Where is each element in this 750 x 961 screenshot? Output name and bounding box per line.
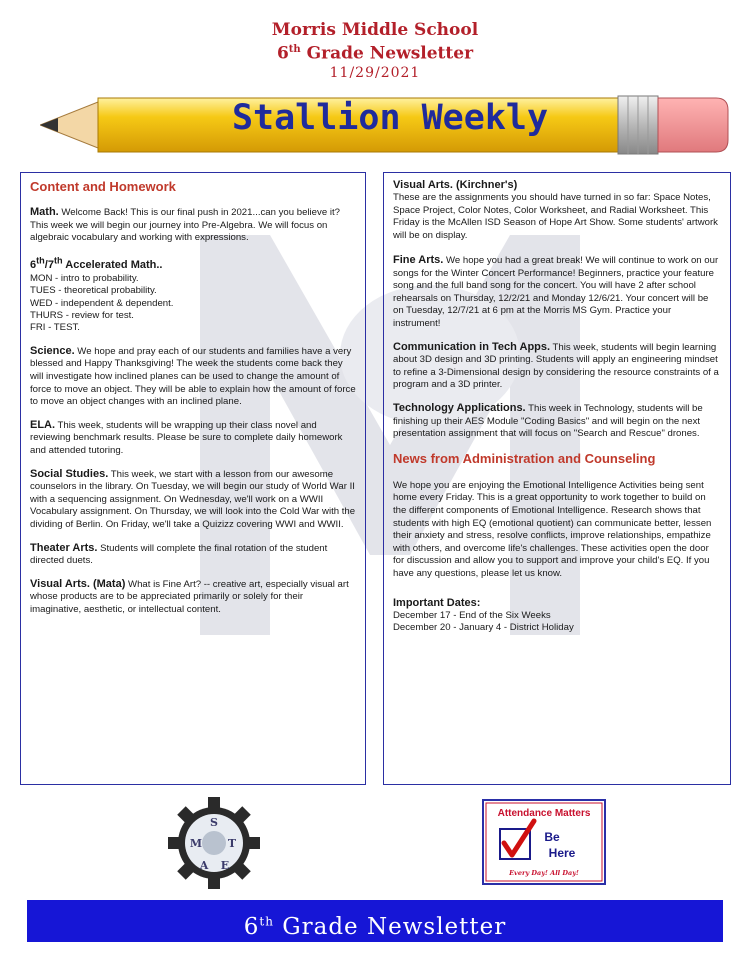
science-entry [30, 345, 356, 409]
accel-line: FRI - TEST. [30, 322, 80, 334]
math-text: Welcome Back! This is our final push in 2021...can you believe it? This week we will begin our journey into Pre-Algebra. We will focus on algebraic vocabulary and working with expressions. [30, 207, 340, 244]
accel-line: WED - independent & dependent. [30, 297, 174, 309]
important-dates-list [393, 610, 721, 635]
theater-arts-label: Theater Arts. [30, 541, 98, 554]
comm-tech-label: Communication in Tech Apps. [393, 340, 551, 353]
footer-grade-suffix: th [259, 914, 274, 928]
mstae-letter-a: A [199, 859, 209, 872]
fine-arts-entry [393, 254, 721, 331]
ela-text: This week, students will be wrapping up their class novel and reviewing benchmark results. Please be sure to complete daily homework and attended tutoring. [30, 419, 343, 457]
mstae-letter-e: E [220, 859, 230, 872]
mstae-gear-logo-icon [168, 797, 260, 889]
mstae-letter-s: S [210, 816, 218, 829]
tech-apps-text: This week in Technology, students will be finishing up their AES Module "Coding Basics" and will begin on the next presentation assignment that will focus on "Search and Rescue" drones. [393, 402, 703, 440]
grade-number: 6 [276, 43, 289, 64]
newsletter-date: 11/29/2021 [329, 64, 421, 81]
content-homework-column [20, 172, 366, 785]
accel-sup-a: th [36, 255, 45, 266]
attendance-matters-badge [482, 799, 606, 885]
visual-arts-kirchner-label: Visual Arts. (Kirchner's) [393, 179, 518, 191]
social-studies-text: This week, we start with a lesson from our awesome counselors in the library. On Tuesday, we will begin our study of World War II with a sequencing assignment. On Wednesday, we'll work on a WWII Vocabulary assignment. On Thursday, we will look into the Cold War with the dividing of Berlin. On Friday, we'll take a Quizizz covering WWI and WWII. [30, 468, 356, 530]
social-studies-label: Social Studies. [30, 467, 109, 480]
grade-suffix: th [288, 44, 301, 55]
tech-apps-entry [393, 402, 721, 441]
visual-arts-mata-text: What is Fine Art? -- creative art, especially visual art whose products are to be appreciated primarily or solely for their imaginative, aesthetic, or intellectual content. [30, 578, 349, 615]
accel-grade-b: /7 [44, 259, 54, 272]
arts-news-column [383, 172, 731, 785]
math-label: Math. [30, 206, 59, 218]
accel-line: THURS - review for test. [30, 310, 134, 322]
accel-grade-a: 6 [30, 259, 37, 272]
social-studies-entry [30, 468, 356, 532]
ela-label: ELA. [30, 418, 56, 431]
fine-arts-label: Fine Arts. [393, 254, 444, 267]
accelerated-math-label [30, 255, 163, 272]
visual-arts-kirchner-entry [393, 179, 721, 242]
tech-apps-label: Technology Applications. [393, 401, 526, 414]
attendance-here: Here [548, 846, 576, 860]
visual-arts-mata-label: Visual Arts. (Mata) [30, 577, 126, 590]
footer-grade-number: 6 [243, 913, 260, 940]
accelerated-math-entry [30, 255, 356, 335]
grade-title [0, 40, 750, 64]
school-name: Morris Middle School [271, 20, 479, 40]
footer-title [244, 914, 507, 940]
newsletter-header [0, 20, 750, 82]
mstae-letter-t: T [227, 837, 237, 850]
important-dates-title: Important Dates: [393, 596, 481, 609]
math-entry [30, 206, 356, 245]
attendance-be: Be [544, 830, 560, 844]
content-homework-heading: Content and Homework [30, 179, 176, 194]
theater-arts-entry [30, 542, 356, 568]
comm-tech-text: This week, students will begin learning about 3D design and 3D printing. Students will apply an engineering mindset to refine a 3-Dimensional design by considering the resource constraints of a program and a 3D printer. [393, 341, 719, 391]
grade-title-text: Grade Newsletter [300, 43, 474, 64]
visual-arts-kirchner-text: These are the assignments you should have turned in so far: Space Notes, Space Project, Color Notes, Color Worksheet, and Radial Worksheet. This Friday is the McAllen ISD Season of Hope Art Show. Some students' artwork will be on display. [393, 192, 718, 241]
ela-entry [30, 419, 356, 458]
accel-line: MON - intro to probability. [30, 272, 139, 284]
attendance-title: Attendance Matters [497, 808, 591, 819]
accel-title: Accelerated Math.. [62, 259, 163, 272]
attendance-tagline: Every Day! All Day! [509, 869, 579, 877]
accel-line: TUES - theoretical probability. [30, 285, 157, 297]
footer-title-text: Grade Newsletter [273, 913, 507, 940]
fine-arts-text: We hope you had a great break! We will continue to work on our songs for the Winter Concert Performance! Beginners, practice your feature song and the full band song for the concert. You will have 2 after school rehearsals on Thursday, 12/2/21 and Monday 12/6/21. Your concert will be on Tuesday, 12/7/21 at 6 pm at the Morris MS Gym. Practice your instrument! [393, 255, 719, 329]
footer-bar [27, 900, 723, 942]
visual-arts-mata-entry [30, 578, 356, 617]
date-item: December 17 - End of the Six Weeks [393, 609, 551, 621]
banner-title: Stallion Weekly [231, 98, 549, 138]
science-text: We hope and pray each of our students and families have a very blessed and Happy Thanksgiving! The week the students come back they will investigate how inclined planes can be used to change the amount of force to move an object. They will be able to explain how the amount of force to move an object changes with an inclined plane. [30, 345, 356, 408]
mstae-letter-m: M [189, 837, 203, 850]
science-label: Science. [30, 344, 75, 357]
comm-tech-entry [393, 341, 721, 392]
news-heading: News from Administration and Counseling [393, 450, 656, 466]
date-item: December 20 - January 4 - District Holiday [393, 621, 574, 633]
news-text: We hope you are enjoying the Emotional Intelligence Activities being sent home every Friday. This is a great opportunity to work together to build on the different components of Emotional Intelligence. Research shows that students with high EQ (emotional quotient) can communicate better, lessen their anxiety and stress, resolve conflicts, improve relationships, empathize with others, and overcome life's challenges. These activities open the door for discussion and allow you to support and improve your child's EQ. If you have any questions, please let us know. [393, 479, 712, 579]
theater-arts-text: Students will complete the final rotation of the student directed duets. [30, 542, 328, 567]
accel-sup-b: th [53, 255, 63, 266]
